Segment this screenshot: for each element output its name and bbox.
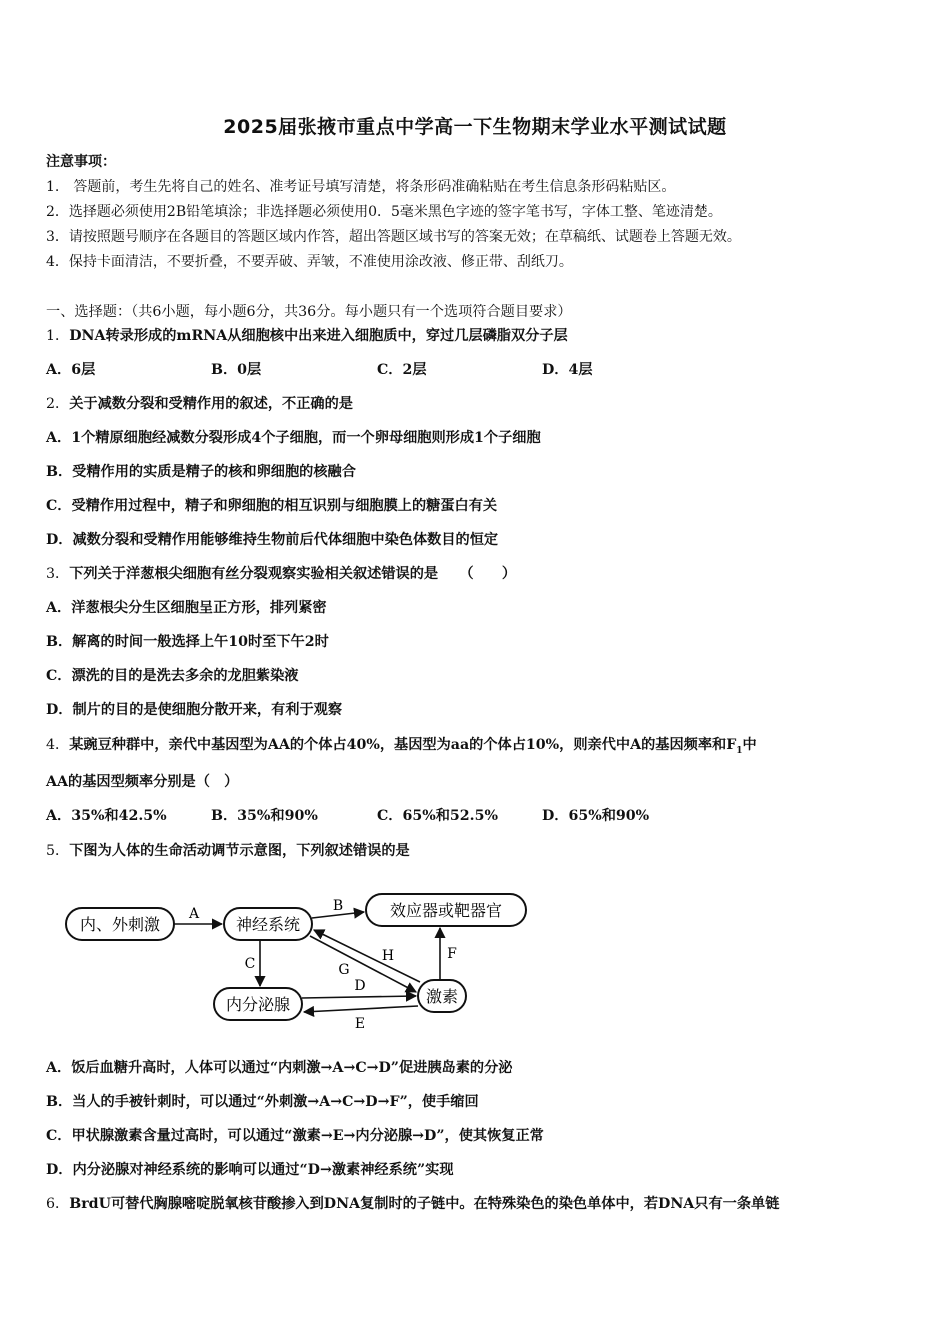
notice-item-3: 3．请按照题号顺序在各题目的答题区域内作答，超出答题区域书写的答案无效；在草稿纸、试题卷上答题无效。 [46, 229, 741, 245]
q2-option-c: C．受精作用过程中，精子和卵细胞的相互识别与细胞膜上的糖蛋白有关 [46, 498, 498, 514]
node-hormone-label: 激素 [425, 987, 459, 1006]
node-effector-label: 效应器或靶器官 [389, 901, 503, 920]
question-3 [46, 564, 516, 584]
node-gland-label: 内分泌腺 [225, 995, 291, 1014]
q4-options [46, 806, 746, 826]
question-stem-end: 中 [742, 737, 757, 753]
question-5 [46, 841, 410, 861]
question-stem: DNA转录形成的mRNA从细胞核中出来进入细胞质中，穿过几层磷脂双分子层 [69, 328, 568, 344]
question-stem: 下图为人体的生命活动调节示意图，下列叙述错误的是 [69, 843, 410, 859]
option-a: A．35%和42.5% [46, 808, 167, 824]
option-c: C．2层 [377, 362, 427, 378]
subscript: 1 [736, 745, 743, 756]
edge-g-label: G [338, 962, 350, 978]
edge-e-label: E [354, 1016, 366, 1032]
question-number: 5． [46, 843, 70, 859]
question-1 [46, 326, 568, 346]
q2-option-a: A．1个精原细胞经减数分裂形成4个子细胞，而一个卵母细胞则形成1个子细胞 [46, 430, 541, 446]
q5-option-c: C．甲状腺激素含量过高时，可以通过“激素→E→内分泌腺→D”，使其恢复正常 [46, 1128, 544, 1144]
question-stem: BrdU可替代胸腺嘧啶脱氧核苷酸掺入到DNA复制时的子链中。在特殊染色的染色单体中，若DNA只有一条单链 [69, 1196, 780, 1212]
question-number: 3． [46, 566, 70, 582]
q3-option-d: D．制片的目的是使细胞分散开来，有利于观察 [46, 702, 343, 718]
question-4-line2: AA的基因型频率分别是（ ） [46, 774, 239, 790]
question-number: 4． [46, 737, 70, 753]
option-b: B．35%和90% [211, 808, 318, 824]
option-c: C．65%和52.5% [377, 808, 498, 824]
option-d: D．65%和90% [542, 808, 650, 824]
q5-option-d: D．内分泌腺对神经系统的影响可以通过“D→激素神经系统”实现 [46, 1162, 454, 1178]
notice-heading: 注意事项： [46, 154, 116, 170]
option-b: B．0层 [211, 362, 262, 378]
q3-option-c: C．漂洗的目的是洗去多余的龙胆紫染液 [46, 668, 299, 684]
node-effector [366, 894, 526, 926]
notice-item-4: 4．保持卡面清洁，不要折叠，不要弄破、弄皱，不准使用涂改液、修正带、刮纸刀。 [46, 254, 573, 270]
edge-d-label: D [354, 978, 366, 994]
option-d: D．4层 [542, 362, 593, 378]
edge-h-arrow [314, 930, 420, 982]
q5-option-b: B．当人的手被针刺时，可以通过“外刺激→A→C→D→F”，使手缩回 [46, 1094, 479, 1110]
option-a: A．6层 [46, 362, 96, 378]
edge-a-label: A [188, 906, 200, 922]
question-stem: 某豌豆种群中，亲代中基因型为AA的个体占40%，基因型为aa的个体占10%，则亲代中A的基因频率和F [69, 737, 737, 753]
q3-option-b: B．解离的时间一般选择上午10时至下午2时 [46, 634, 329, 650]
notice-item-1: 1. 答题前，考生先将自己的姓名、准考证号填写清楚，将条形码准确粘贴在考生信息条形码粘贴区。 [46, 179, 676, 195]
node-nervous-system [224, 908, 312, 940]
question-number: 6． [46, 1196, 70, 1212]
question-number: 2． [46, 396, 70, 412]
node-stimulus-label: 内、外刺激 [79, 915, 161, 934]
q3-option-a: A．洋葱根尖分生区细胞呈正方形，排列紧密 [46, 600, 327, 616]
node-gland [214, 988, 302, 1020]
edge-b-label: B [332, 898, 344, 914]
question-number: 1． [46, 328, 70, 344]
q2-option-d: D．减数分裂和受精作用能够维持生物前后代体细胞中染色体数目的恒定 [46, 532, 499, 548]
edge-c-label: C [244, 956, 256, 972]
node-stimulus [66, 908, 174, 940]
q2-option-b: B．受精作用的实质是精子的核和卵细胞的核融合 [46, 464, 356, 480]
question-stem: 下列关于洋葱根尖细胞有丝分裂观察实验相关叙述错误的是 （ ） [69, 566, 517, 582]
exam-title: 2025届张掖市重点中学高一下生物期末学业水平测试试题 [223, 116, 727, 138]
node-nervous-label: 神经系统 [235, 915, 301, 934]
edge-h-label: H [381, 948, 395, 964]
edge-e-arrow [304, 1006, 418, 1012]
q1-options [46, 360, 746, 380]
question-6 [46, 1194, 779, 1214]
question-stem: 关于减数分裂和受精作用的叙述，不正确的是 [69, 396, 353, 412]
q5-option-a: A．饭后血糖升高时，人体可以通过“内刺激→A→C→D”促进胰岛素的分泌 [46, 1060, 513, 1076]
question-4 [46, 735, 757, 761]
question-2 [46, 394, 353, 414]
regulation-diagram [60, 882, 540, 1032]
edge-d-arrow [302, 996, 416, 998]
edge-f-label: F [447, 946, 457, 962]
section-heading: 一、选择题：（共6小题，每小题6分，共36分。每小题只有一个选项符合题目要求） [46, 304, 572, 320]
notice-item-2: 2．选择题必须使用2B铅笔填涂；非选择题必须使用0．5毫米黑色字迹的签字笔书写，字体工整、笔迹清楚。 [46, 204, 722, 220]
node-hormone [418, 980, 466, 1012]
